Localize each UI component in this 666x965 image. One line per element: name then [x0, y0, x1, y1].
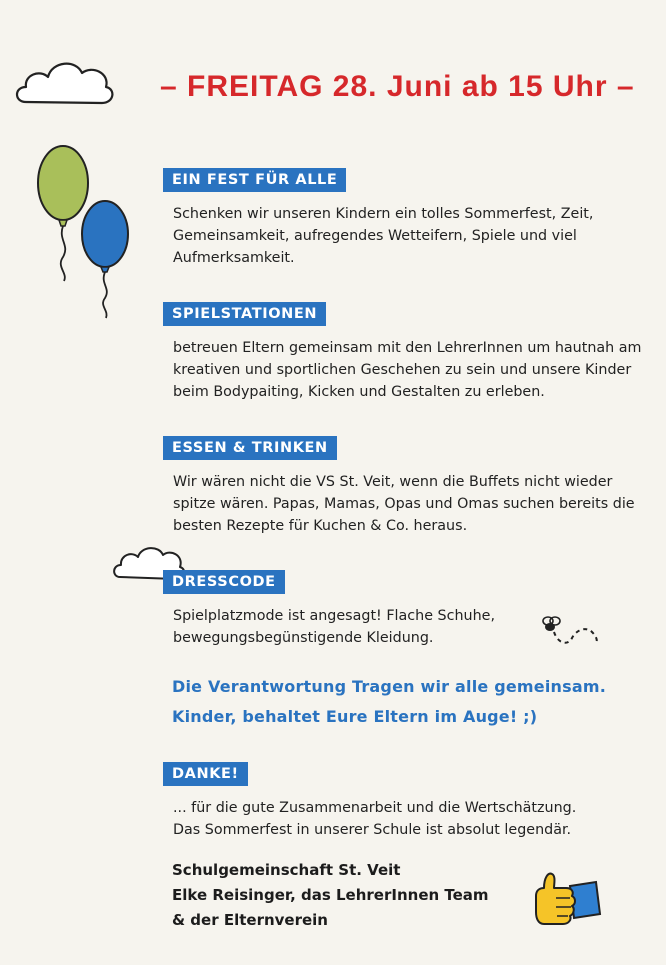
text-line: beim Bodypaiting, Kicken und Gestalten zu erleben.	[173, 384, 545, 400]
signature-line: & der Elternverein	[172, 911, 328, 929]
section-label: EIN FEST FÜR ALLE	[163, 168, 346, 192]
text-line: Wir wären nicht die VS St. Veit, wenn die Buffets nicht wieder	[173, 474, 613, 490]
section-label: DANKE!	[163, 762, 248, 786]
signature-line: Elke Reisinger, das LehrerInnen Team	[172, 886, 489, 904]
signature-block	[172, 858, 592, 933]
section-label: SPIELSTATIONEN	[163, 302, 326, 326]
cloud-icon	[14, 57, 114, 107]
highlight-line: Die Verantwortung Tragen wir alle gemeinsam.	[172, 677, 606, 696]
section-text	[173, 797, 653, 841]
section-danke	[163, 762, 653, 841]
text-line: spitze wären. Papas, Mamas, Opas und Omas suchen bereits die	[173, 496, 635, 512]
section-spielstationen	[163, 302, 653, 403]
section-essen-trinken	[163, 436, 653, 537]
text-line: Das Sommerfest in unserer Schule ist absolut legendär.	[173, 822, 572, 838]
text-line: kreativen und sportlichen Geschehen zu sein und unsere Kinder	[173, 362, 632, 378]
highlight-line: Kinder, behaltet Eure Eltern im Auge! ;)	[172, 707, 538, 726]
section-label: DRESSCODE	[163, 570, 285, 594]
event-date-headline: – FREITAG 28. Juni ab 15 Uhr –	[160, 70, 635, 103]
section-text	[173, 203, 653, 269]
section-text	[173, 471, 653, 537]
text-line: besten Rezepte für Kuchen & Co. heraus.	[173, 518, 468, 534]
text-line: bewegungsbegünstigende Kleidung.	[173, 630, 434, 646]
text-line: Aufmerksamkeit.	[173, 250, 295, 266]
text-line: Schenken wir unseren Kindern ein tolles Sommerfest, Zeit,	[173, 206, 594, 222]
section-label: ESSEN & TRINKEN	[163, 436, 337, 460]
text-line: Gemeinsamkeit, aufregendes Wetteifern, Spiele und viel	[173, 228, 577, 244]
text-line: betreuen Eltern gemeinsam mit den LehrerInnen um hautnah am	[173, 340, 642, 356]
section-text	[173, 337, 653, 403]
section-ein-fest-fuer-alle	[163, 168, 653, 269]
text-line: ... für die gute Zusammenarbeit und die Wertschätzung.	[173, 800, 577, 816]
balloon-blue-icon	[80, 200, 140, 320]
signature-line: Schulgemeinschaft St. Veit	[172, 861, 401, 879]
text-line: Spielplatzmode ist angesagt! Flache Schuhe,	[173, 608, 496, 624]
highlight-message	[172, 672, 642, 732]
bee-icon	[536, 612, 606, 652]
thumbs-up-icon	[530, 868, 610, 928]
